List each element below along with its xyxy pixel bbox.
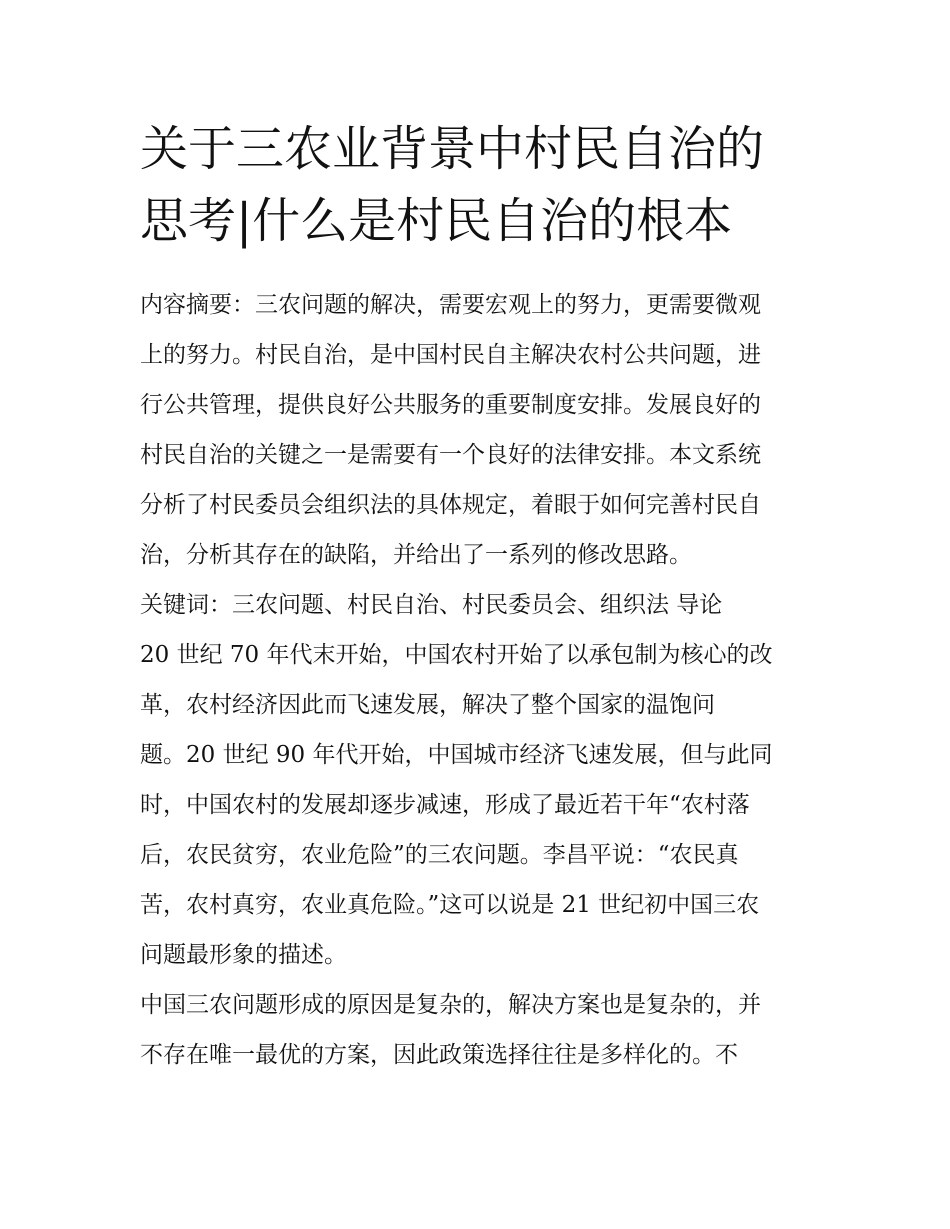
paragraph-line: 后，农民贫穷，农业危险”的三农问题。李昌平说：“农民真 (140, 842, 739, 868)
paragraph-line: 中国三农问题形成的原因是复杂的，解决方案也是复杂的，并 (140, 992, 761, 1018)
keywords-line: 关键词：三农问题、村民自治、村民委员会、组织法 导论 (140, 592, 723, 618)
keywords (140, 580, 820, 630)
paragraph-2 (140, 980, 820, 1080)
paragraph-line: 苦，农村真穷，农业真危险。”这可以说是 21 世纪初中国三农 (140, 892, 760, 918)
abstract-line: 分析了村民委员会组织法的具体规定，着眼于如何完善村民自 (140, 492, 761, 518)
document-body (140, 280, 820, 1080)
paragraph-line: 不存在唯一最优的方案，因此政策选择往往是多样化的。不 (140, 1042, 738, 1068)
paragraph-1 (140, 630, 820, 980)
abstract-line: 内容摘要：三农问题的解决，需要宏观上的努力，更需要微观 (140, 292, 761, 318)
abstract-line: 上的努力。村民自治，是中国村民自主解决农村公共问题，进 (140, 342, 761, 368)
paragraph-line: 时，中国农村的发展却逐步减速，形成了最近若干年“农村落 (140, 792, 750, 818)
abstract-line: 村民自治的关键之一是需要有一个良好的法律安排。本文系统 (140, 442, 761, 468)
abstract-line: 行公共管理，提供良好公共服务的重要制度安排。发展良好的 (140, 392, 761, 418)
paragraph-line: 题。20 世纪 90 年代开始，中国城市经济飞速发展，但与此同 (140, 742, 773, 768)
title-line: 思考|什么是村民自治的根本 (140, 193, 733, 249)
abstract-line: 治，分析其存在的缺陷，并给出了一系列的修改思路。 (140, 542, 692, 568)
paragraph-line: 20 世纪 70 年代末开始，中国农村开始了以承包制为核心的改 (140, 642, 773, 668)
abstract (140, 280, 820, 580)
document-title (140, 113, 820, 257)
title-line: 关于三农业背景中村民自治的 (140, 121, 765, 177)
paragraph-line: 问题最形象的描述。 (140, 942, 347, 968)
paragraph-line: 革，农村经济因此而飞速发展，解决了整个国家的温饱问 (140, 692, 715, 718)
